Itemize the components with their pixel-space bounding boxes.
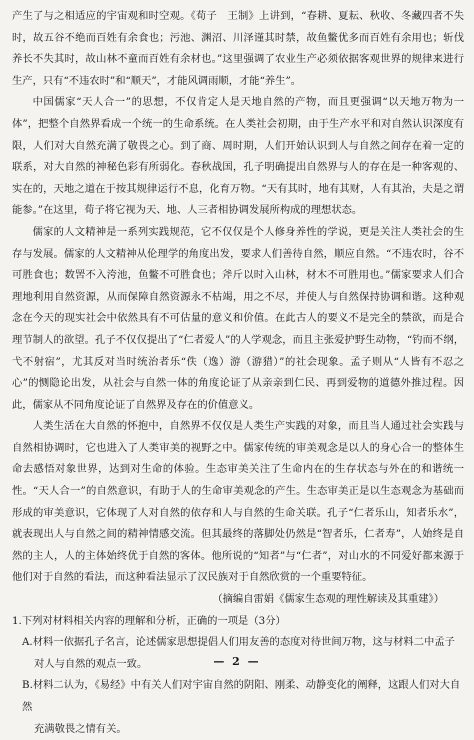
option-b [12, 675, 464, 740]
paragraph-humanistic-spirit: 儒家的人文精神是一系列实践规范，它不仅仅是个人修身养性的学说，更是关注人类社会的生存与发展。儒家的人文精神从伦理学的角度出发，要求人们善待自然，顺应自然。“不违农时，谷不可胜食也；数罟不入洿池，鱼鳖不可胜食也；斧斤以时入山林，材木不可胜用也。”儒家要求人们合理地利用自然资源，从而保障自然资源永不枯竭，用之不尽，并使人与自然保持协调和谐。这种观念在今天的现实社会中依然具有不可估量的意义和价值。在此古人的要义不是完全的禁欲，而是合理节制人的欲望。孔子不仅仅提出了“仁者爱人”的人学观念，而且主张爱护野生动物，“钓而不纲，弋不射宿”，尤其反对当时统治者乐“佚（逸）游（游猎）”的社会现象。孟子则从“人皆有不忍之心”的恻隐论出发，从社会与自然一体的角度论证了从亲亲到仁民、再到爱物的道德外推过程。因此，儒家从不同角度论证了自然界及存在的价值意义。 [12, 225, 464, 411]
source-citation: （摘编自雷娟《儒家生态观的理性解读及其重建》） [212, 593, 444, 606]
paragraph-continued: 产生了与之相适应的宇宙观和时空观。《荀子 王制》上讲到，“春耕、夏耘、秋收、冬藏四者不失时，故五谷不绝而百姓有余食也；污池、渊沼、川泽谨其时禁，故鱼鳖优多而百姓有余用也；斩伐养长不失其时，故山林不童而百姓有余材也。”这里强调了农业生产必须依据客观世界的规律来进行生产，只有“不违农时”和“顺天”，才能风调雨顺，才能“养生”。 [12, 10, 464, 87]
option-text-continued: 对人与自然的观点一致。 [34, 657, 148, 670]
question-stem: 1.下列对材料相关内容的理解和分析，正确的一项是（3分） [12, 614, 286, 627]
paragraph-aesthetics: 人类生活在大自然的怀抱中，自然界不仅仅是人类生产实践的对象，而且当人通过社会实践与自然相协调时，它也进入了人类审美的视野之中。儒家传统的审美观念是以人的身心合一的整体生命去感悟对象世界，达到对生命的体验。生态审美关注了生命内在的生存状态与外在的和谐统一性。“天人合一”的自然意识，有助于人的生命审美观念的产生。生态审美正是以生态观念为基础而形成的审美意识，它体现了人对自然的依存和人与自然的生命关联。孔子“仁者乐山，知者乐水”，就表现出人与自然之间的精神情感交流。但其最终的落脚处仍然是“智者乐，仁者寿”，人始终是自然的主人，人的主体始终优于自然的客体。他所说的“知者”与“仁者”，对山水的不同爱好都来源于他们对于自然的看法，而这种看法显示了汉民族对于自然欣赏的一个重要特征。 [12, 420, 464, 584]
option-text-continued: 充满敬畏之情有关。 [34, 722, 127, 735]
option-letter: B. [22, 679, 33, 692]
page-number: — 2 — [213, 655, 261, 668]
option-text: 材料二认为，《易经》中有关人们对宇宙自然的阴阳、刚柔、动静变化的阐释，这跟人们对大自然 [22, 679, 461, 713]
question-1 [12, 611, 464, 740]
option-letter: A. [22, 636, 33, 649]
paragraph-tianrenheyi: 中国儒家“天人合一”的思想，不仅肯定人是天地自然的产物，而且更强调“以天地万物为一体”，把整个自然界看成一个统一的生命系统。在人类社会初期，由于生产水平和对自然认识深度有限，人们对大自然充满了敬畏之心。到了商、周时期，人们开始认识到人与自然之间存在着一定的联系，对大自然的神秘色彩有所弱化。春秋战国，孔子明确提出自然界与人的存在是一种客观的、实在的，天地之道在于按其规律运行不息，化育万物。“天有其时，地有其财，人有其治，夫是之谓能参。”在这里，荀子将它视为天、地、人三者相协调发展所构成的理想状态。 [12, 96, 464, 217]
option-a [12, 632, 464, 675]
option-text: 材料一依据孔子名言，论述儒家思想提倡人们用友善的态度对待世间万物，这与材料二中孟子 [32, 636, 455, 649]
